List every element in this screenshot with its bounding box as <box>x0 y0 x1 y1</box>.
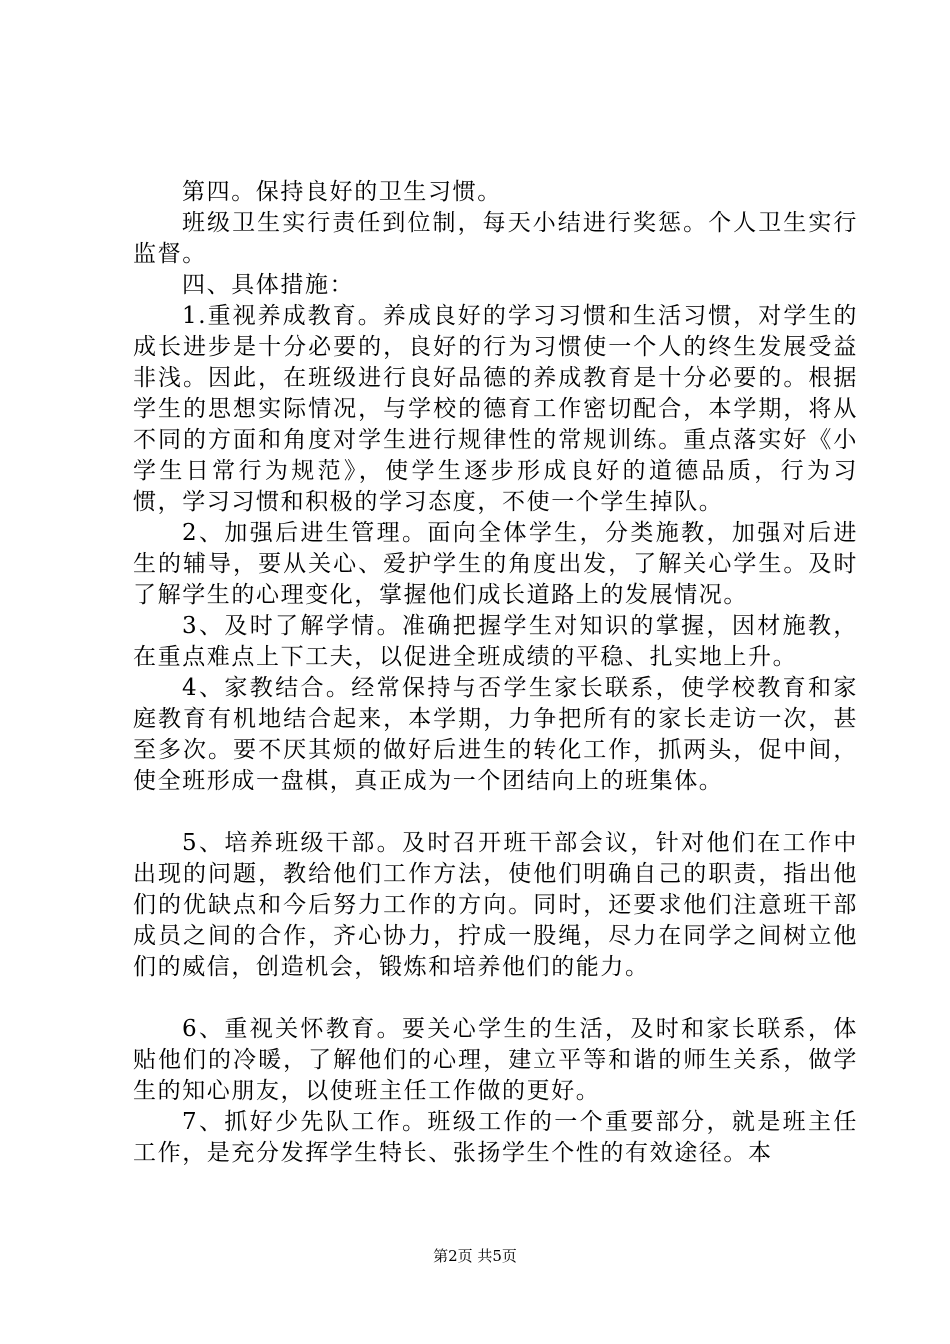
paragraph-measure-7: 7、抓好少先队工作。班级工作的一个重要部分，就是班主任工作，是充分发挥学生特长、张扬学生个性的有效途径。本 <box>133 1109 858 1166</box>
paragraph-section-four-hygiene: 第四。保持良好的卫生习惯。 <box>182 179 502 205</box>
paragraph-measure-3: 3、及时了解学情。准确把握学生对知识的掌握，因材施教，在重点难点上下工夫，以促进全班成绩的平稳、扎实地上升。 <box>133 613 858 670</box>
paragraph-hygiene-detail: 班级卫生实行责任到位制，每天小结进行奖惩。个人卫生实行监督。 <box>133 210 858 267</box>
document-body <box>133 177 858 1169</box>
paragraph-measure-5: 5、培养班级干部。及时召开班干部会议，针对他们在工作中出现的问题，教给他们工作方法，使他们明确自己的职责，指出他们的优缺点和今后努力工作的方向。同时，还要求他们注意班干部成员之间的合作，齐心协力，拧成一股绳，尽力在同学之间树立他们的威信，创造机会，锻炼和培养他们的能力。 <box>133 830 858 980</box>
paragraph-measures-heading: 四、具体措施： <box>182 272 355 298</box>
paragraph-measure-4: 4、家教结合。经常保持与否学生家长联系，使学校教育和家庭教育有机地结合起来，本学期，力争把所有的家长走访一次，甚至多次。要不厌其烦的做好后进生的转化工作，抓两头，促中间，使全班形成一盘棋，真正成为一个团结向上的班集体。 <box>133 675 858 794</box>
page-number-footer: 第2页 共5页 <box>433 1247 517 1265</box>
paragraph-measure-6: 6、重视关怀教育。要关心学生的生活，及时和家长联系，体贴他们的冷暖，了解他们的心理，建立平等和谐的师生关系，做学生的知心朋友，以使班主任工作做的更好。 <box>133 1016 858 1104</box>
paragraph-measure-2: 2、加强后进生管理。面向全体学生，分类施教，加强对后进生的辅导，要从关心、爱护学生的角度出发，了解关心学生。及时了解学生的心理变化，掌握他们成长道路上的发展情况。 <box>133 520 858 608</box>
paragraph-measure-1: 1.重视养成教育。养成良好的学习习惯和生活习惯，对学生的成长进步是十分必要的，良好的行为习惯使一个人的终生发展受益非浅。因此，在班级进行良好品德的养成教育是十分必要的。根据学生的思想实际情况，与学校的德育工作密切配合，本学期，将从不同的方面和角度对学生进行规律性的常规训练。重点落实好《小学生日常行为规范》，使学生逐步形成良好的道德品质，行为习惯，学习习惯和积极的学习态度，不使一个学生掉队。 <box>133 303 858 515</box>
